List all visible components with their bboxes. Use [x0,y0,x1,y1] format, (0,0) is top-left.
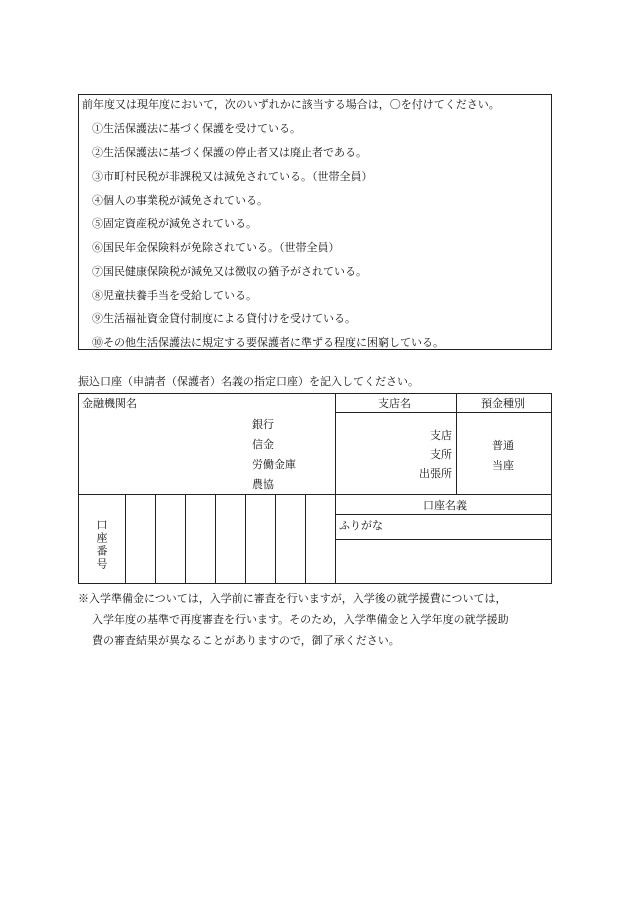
criteria-item-6[interactable]: ⑥国民年金保険料が免除されている。（世帯全員） [92,241,340,254]
note-line-1: ※入学準備金については，入学前に審査を行いますが，入学後の就学援費については， [78,592,507,605]
criteria-item-2[interactable]: ②生活保護法に基づく保護の停止者又は廃止者である。 [92,146,367,159]
branch-label: 支店名 [378,397,411,410]
criteria-item-8[interactable]: ⑧児童扶養手当を受給している。 [92,289,257,302]
institution-type-shinkin: 信金 [252,438,274,451]
deposit-type-field[interactable] [457,413,551,494]
institution-type-agri-coop: 農協 [252,478,274,491]
furigana-label: ふりがな [339,519,383,532]
account-number-digit-4[interactable] [216,495,245,583]
criteria-item-4[interactable]: ④個人の事業税が減免されている。 [92,194,268,207]
account-number-digit-3[interactable] [186,495,215,583]
criteria-item-1[interactable]: ①生活保護法に基づく保護を受けている。 [92,122,301,135]
deposit-type-ordinary: 普通 [492,439,514,452]
account-number-digit-1[interactable] [126,495,155,583]
criteria-item-7[interactable]: ⑦国民健康保険税が減免又は徴収の猶予がされている。 [92,265,367,278]
account-heading: 振込口座（申請者（保護者）名義の指定口座）を記入してください。 [78,375,419,388]
branch-type-office: 支所 [430,448,452,461]
criteria-item-9[interactable]: ⑨生活福祉資金貸付制度による貸付けを受けている。 [92,312,356,325]
branch-type-branch: 支店 [430,429,452,442]
criteria-item-10[interactable]: ⑩その他生活保護法に規定する要保護者に準ずる程度に困窮している。 [92,336,444,349]
note-line-2: 入学年度の基準で再度審査を行います。そのため，入学準備金と入学年度の就学援助 [92,613,509,626]
branch-type-sub-office: 出張所 [419,467,452,480]
account-number-digit-6[interactable] [276,495,305,583]
account-number-digit-2[interactable] [156,495,185,583]
account-holder-name-field[interactable] [336,540,551,583]
institution-name-field[interactable] [79,412,335,494]
criteria-title: 前年度又は現年度において，次のいずれかに該当する場合は，〇を付けてください。 [82,98,500,111]
institution-type-bank: 銀行 [252,418,274,431]
note-line-3: 費の審査結果が異なることがありますので，御了承ください。 [92,634,400,647]
institution-label: 金融機関名 [82,397,137,410]
account-holder-label: 口座名義 [423,499,467,512]
account-number-digit-7[interactable] [306,495,335,583]
deposit-label: 預金種別 [481,397,525,410]
criteria-item-3[interactable]: ③市町村民税が非課税又は減免されている。（世帯全員） [92,170,373,183]
account-number-digit-5[interactable] [246,495,275,583]
criteria-item-5[interactable]: ⑤固定資産税が減免されている。 [92,217,257,230]
institution-type-labor-bank: 労働金庫 [252,458,296,471]
account-number-label: 口座番号 [95,519,108,571]
deposit-type-current: 当座 [492,459,514,472]
